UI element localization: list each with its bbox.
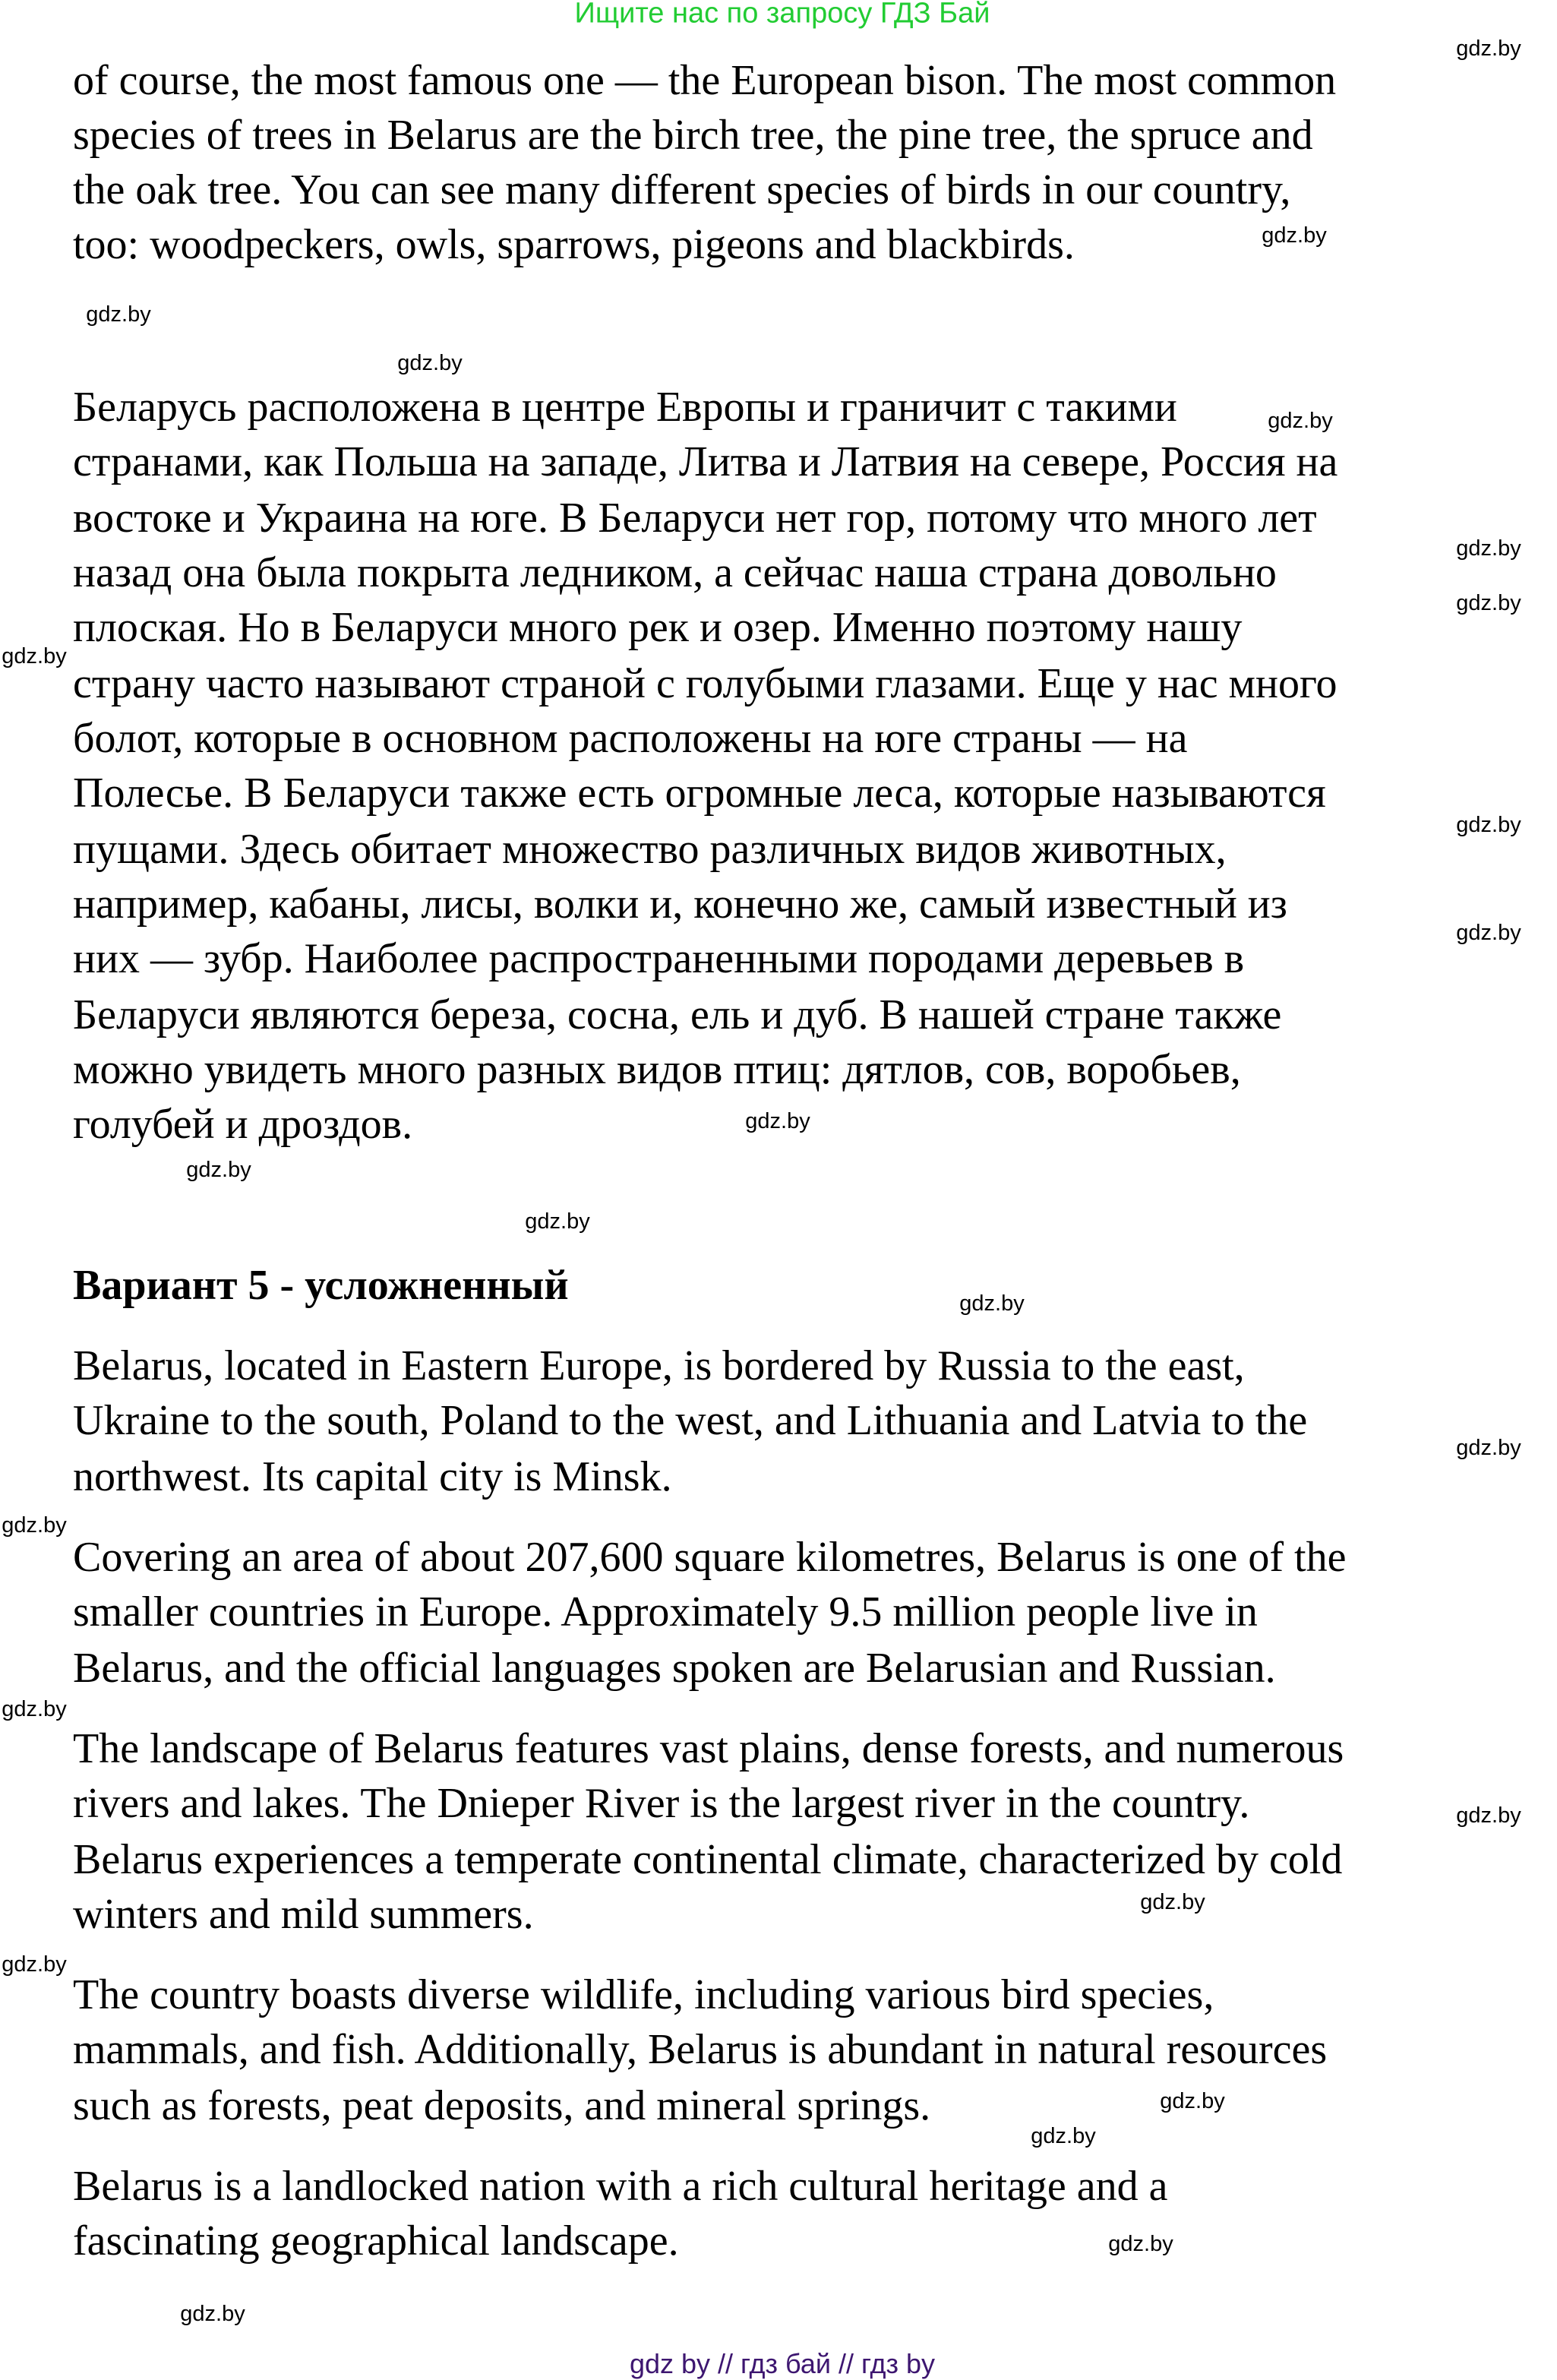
watermark: gdz.by	[745, 1109, 810, 1133]
text-line: Беларуси являются береза, сосна, ель и дуб. В нашей стране также	[73, 991, 1282, 1038]
search-banner: Ищите нас по запросу ГДЗ Бай	[574, 0, 990, 30]
watermark: gdz.by	[1456, 591, 1521, 615]
text-line: northwest. Its capital city is Minsk.	[73, 1453, 672, 1500]
text-line: Беларусь расположена в центре Европы и граничит с такими	[73, 384, 1177, 431]
text-line: rivers and lakes. The Dnieper River is the largest river in the country.	[73, 1780, 1250, 1827]
watermark: gdz.by	[1456, 1803, 1521, 1828]
watermark: gdz.by	[397, 351, 463, 375]
text-line: например, кабаны, лисы, волки и, конечно же, самый известный из	[73, 880, 1287, 928]
text-line: назад она была покрыта ледником, а сейчас наша страна довольно	[73, 549, 1277, 596]
watermark: gdz.by	[525, 1209, 590, 1234]
watermark: gdz.by	[1456, 1436, 1521, 1460]
text-line: страну часто называют страной с голубыми глазами. Еще у нас много	[73, 660, 1338, 707]
section-heading: Вариант 5 - усложненный	[73, 1262, 569, 1309]
text-line: Полесье. В Беларуси также есть огромные леса, которые называются	[73, 770, 1326, 817]
watermark: gdz.by	[180, 2302, 245, 2326]
text-line: the oak tree. You can see many different species of birds in our country,	[73, 166, 1291, 213]
text-line: smaller countries in Europe. Approximately 9.5 million people live in	[73, 1588, 1258, 1636]
watermark: gdz.by	[1456, 536, 1521, 561]
text-line: The country boasts diverse wildlife, including various bird species,	[73, 1971, 1214, 2018]
watermark: gdz.by	[1160, 2089, 1225, 2113]
watermark: gdz.by	[1140, 1890, 1205, 1914]
watermark: gdz.by	[959, 1291, 1025, 1316]
text-line: плоская. Но в Беларуси много рек и озер. Именно поэтому нашу	[73, 604, 1243, 651]
text-line: странами, как Польша на западе, Литва и Латвия на севере, Россия на	[73, 438, 1338, 485]
text-line: Covering an area of about 207,600 square kilometres, Belarus is one of the	[73, 1534, 1347, 1581]
text-line: species of trees in Belarus are the birch tree, the pine tree, the spruce and	[73, 112, 1313, 159]
footer-links: gdz by // гдз бай // гдз by	[629, 2348, 936, 2379]
watermark: gdz.by	[2, 1513, 67, 1538]
watermark: gdz.by	[186, 1158, 251, 1182]
text-line: Belarus, located in Eastern Europe, is bordered by Russia to the east,	[73, 1342, 1245, 1389]
text-line: них — зубр. Наиболее распространенными породами деревьев в	[73, 935, 1245, 982]
text-line: востоке и Украина на юге. В Беларуси нет гор, потому что много лет	[73, 495, 1317, 542]
text-line: fascinating geographical landscape.	[73, 2217, 679, 2265]
text-line: Belarus experiences a temperate continental climate, characterized by cold	[73, 1836, 1343, 1883]
watermark: gdz.by	[2, 644, 67, 668]
text-line: Belarus, and the official languages spoken are Belarusian and Russian.	[73, 1645, 1276, 1692]
text-line: болот, которые в основном расположены на юге страны — на	[73, 715, 1188, 762]
text-line: Belarus is a landlocked nation with a rich cultural heritage and a	[73, 2163, 1168, 2210]
watermark: gdz.by	[1456, 813, 1521, 837]
text-line: можно увидеть много разных видов птиц: дятлов, сов, воробьев,	[73, 1046, 1241, 1093]
text-line: The landscape of Belarus features vast plains, dense forests, and numerous	[73, 1725, 1344, 1772]
text-line: too: woodpeckers, owls, sparrows, pigeons and blackbirds.	[73, 221, 1075, 268]
text-line: winters and mild summers.	[73, 1891, 534, 1938]
watermark: gdz.by	[2, 1952, 67, 1977]
watermark: gdz.by	[1456, 921, 1521, 945]
text-line: such as forests, peat deposits, and mineral springs.	[73, 2082, 931, 2129]
watermark: gdz.by	[1456, 36, 1521, 61]
watermark: gdz.by	[1268, 409, 1333, 433]
watermark: gdz.by	[1262, 223, 1327, 248]
text-line: mammals, and fish. Additionally, Belarus is abundant in natural resources	[73, 2026, 1328, 2073]
text-line: Ukraine to the south, Poland to the west, and Lithuania and Latvia to the	[73, 1397, 1308, 1444]
watermark: gdz.by	[1031, 2124, 1096, 2148]
text-line: пущами. Здесь обитает множество различных видов животных,	[73, 826, 1227, 873]
watermark: gdz.by	[86, 302, 151, 327]
text-line: of course, the most famous one — the European bison. The most common	[73, 57, 1337, 104]
watermark: gdz.by	[1108, 2232, 1173, 2256]
watermark: gdz.by	[2, 1697, 67, 1721]
text-line: голубей и дроздов.	[73, 1101, 413, 1148]
